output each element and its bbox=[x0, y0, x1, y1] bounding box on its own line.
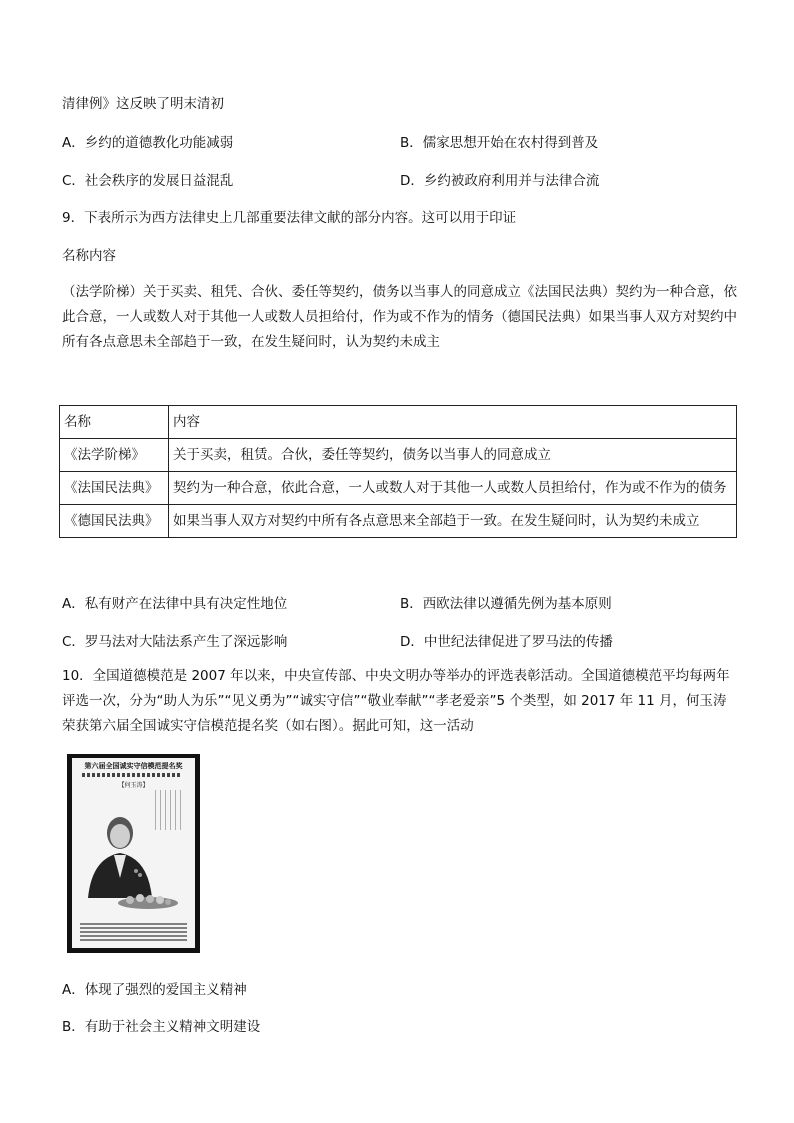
q10-stem: 10．全国道德模范是 2007 年以来，中央宣传部、中央文明办等举办的评选表彰活动。全国道德模范平均每两年评选一次，分为“助人为乐”“见义勇为”“诚实守信”“敬业奉献”“孝老爱亲”5 个类型，如 2017 年 11 月，何玉涛荣获第六届全国诚实守信模范提名奖（如右图）。据此可知，这一活动 bbox=[62, 668, 730, 734]
q9-raw-text: （法学阶梯）关于买卖、租凭、合伙、委任等契约，债务以当事人的同意成立《法国民法典）契约为一种合意，依此合意，一人或数人对于其他一人或数人员担给付，作为或不作为的情务（德国民法典）如果当事人双方对契约中所有各点意思未全部趋于一致，在发生疑问时，认为契约未成主 bbox=[62, 284, 737, 350]
table-row bbox=[60, 505, 737, 538]
certificate-name: 【何玉涛】 bbox=[118, 782, 149, 789]
certificate-subtitle-scribble bbox=[82, 773, 182, 777]
table-cell-name: 《法学阶梯》 bbox=[60, 439, 169, 472]
table-cell-content: 如果当事人双方对契约中所有各点意思来全部趋于一致。在发生疑问时，认为契约未成立 bbox=[169, 505, 737, 538]
continued-question-text: 清律例》这反映了明末清初 bbox=[62, 96, 224, 112]
table-header-name: 名称 bbox=[60, 406, 169, 439]
q9-option-b[interactable]: B．西欧法律以遵循先例为基本原则 bbox=[400, 596, 612, 612]
table-row bbox=[60, 472, 737, 505]
q10-option-b[interactable]: B．有助于社会主义精神文明建设 bbox=[62, 1019, 261, 1035]
q9-option-d[interactable]: D．中世纪法律促进了罗马法的传播 bbox=[400, 634, 613, 650]
portrait-figure-icon bbox=[78, 803, 191, 923]
q9-option-c[interactable]: C．罗马法对大陆法系产生了深远影响 bbox=[62, 634, 288, 650]
table-header-content: 内容 bbox=[169, 406, 737, 439]
table-cell-name: 《法国民法典》 bbox=[60, 472, 169, 505]
table-cell-content: 关于买卖，租赁。合伙，委任等契约，债务以当事人的同意成立 bbox=[169, 439, 737, 472]
award-certificate-photo bbox=[67, 754, 200, 953]
q8-option-a[interactable]: A．乡约的道德教化功能减弱 bbox=[62, 135, 234, 151]
table-row bbox=[60, 439, 737, 472]
q10-option-a[interactable]: A．体现了强烈的爱国主义精神 bbox=[62, 982, 247, 998]
certificate-title: 第六届全国诚实守信模范提名奖 bbox=[84, 762, 183, 770]
q8-option-c[interactable]: C．社会秩序的发展日益混乱 bbox=[62, 173, 234, 189]
q8-option-d[interactable]: D．乡约被政府利用并与法律合流 bbox=[400, 173, 600, 189]
law-table bbox=[59, 405, 737, 538]
table-header-row bbox=[60, 406, 737, 439]
q9-option-a[interactable]: A．私有财产在法律中具有决定性地位 bbox=[62, 596, 288, 612]
certificate-text-rows bbox=[80, 923, 187, 943]
table-cell-content: 契约为一种合意，依此合意，一人或数人对于其他一人或数人员担给付，作为或不作为的债务 bbox=[169, 472, 737, 505]
table-cell-name: 《德国民法典》 bbox=[60, 505, 169, 538]
q9-stem: 9．下表所示为西方法律史上几部重要法律文献的部分内容。这可以用于印证 bbox=[62, 210, 517, 226]
q8-option-b[interactable]: B．儒家思想开始在农村得到普及 bbox=[400, 135, 599, 151]
q9-raw-header: 名称内容 bbox=[62, 248, 116, 264]
